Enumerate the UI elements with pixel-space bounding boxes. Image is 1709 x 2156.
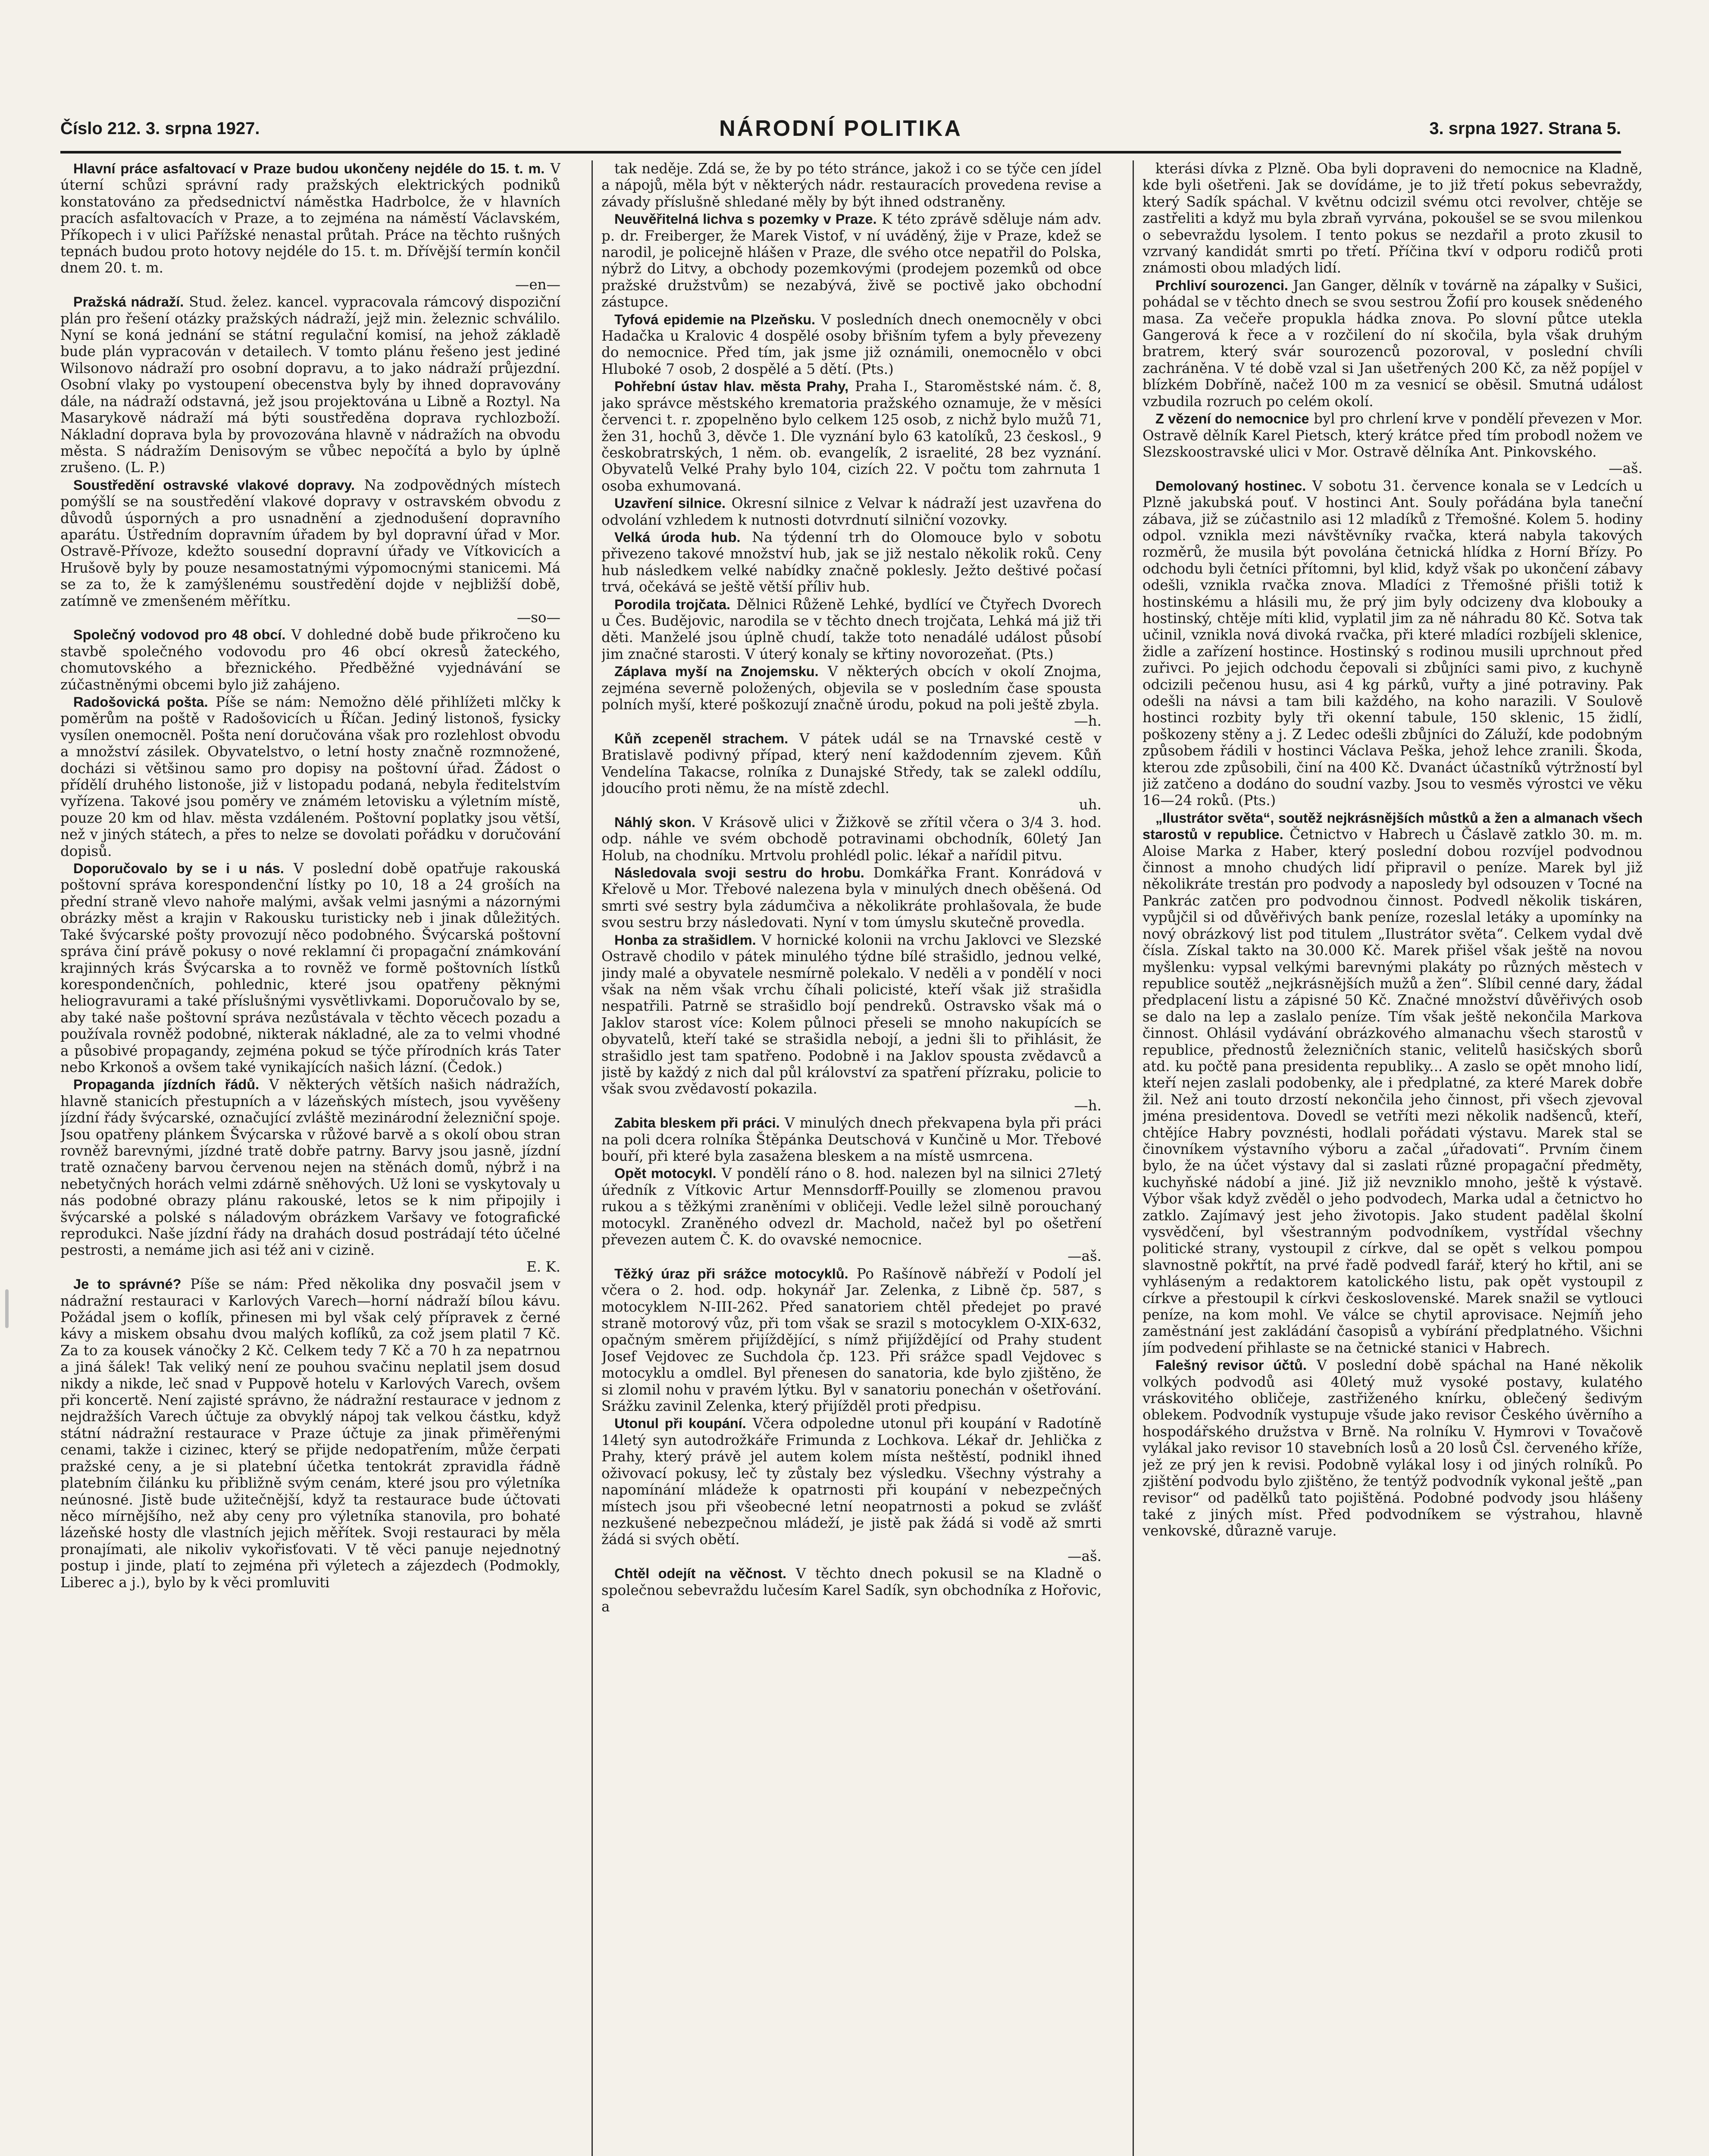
news-body: Na týdenní trh do Olomouce bylo v sobotu přivezeno takové množství hub, jak se již nestalo několik roků. Ceny hub následkem velké nabídky značně poklesly. Ježto deštivé počasí trvá, očekává se ještě větší příliv hub. <box>601 529 1102 595</box>
header-rule <box>60 151 1621 154</box>
news-body: V pátek udál se na Trnavské cestě v Bratislavě podivný případ, který není každodenním zjevem. Kůň Vendelína Takacse, rolníka z Dunajské Středy, tak se zalekl oddílu, jdoucího proti němu, že na místě zdechl. <box>601 730 1102 797</box>
news-item <box>601 1165 1102 1264</box>
news-item <box>601 932 1102 1114</box>
news-body: Okresní silnice z Velvar k nádraží jest uzavřena do odvolání vzhledem k nutnosti dotvrdnutí silniční vozovky. <box>601 495 1102 528</box>
news-body: V sobotu 31. července konala se v Ledcích u Plzně jakubská pouť. V hostinci Ant. Souly pořádána byla taneční zábava, již se zúčastnilo asi 12 mladíků z Třemošné. Kolem 5. hodiny odpol. vznikla mezi návštěvníky rvačka, která nabyla takových rozměrů, že musila být povolána četnická hlídka z Horní Břízy. Po odchodu byli četníci přítomni, byl klid, když však po ukončení zábavy odešli, vznikla rvačka znova. Mladíci z Třemošné přišli totiž k hostinskému a hlásili mu, že prý jim byly odcizeny dva klobouky a hostinský, chtěje míti klid, vyplatil jim za ně náhradu 80 Kč. Sotva tak učinil, vznikla nová divoká rvačka, při které mladíci rozbíjeli sklenice, židle a zařízení hostince. Hostinský s rodinou musili uprchnout před zuřivci. Po jejich odchodu čepovali si zbůjníci sami pivo, z kuchyně odcizili pečenou husu, asi 4 kg párků, vuřty a jiné potraviny. Pak odešli na návsi a tam bili každého, na koho narazili. V Soulově hostinci rozbity byly tři okenní tabule, 150 sklenic, 15 židlí, poškozeny stěny a j. Z Ledec odešli zbůjníci do Záluží, kde podobným způsobem řádili v hostinci Václava Peška, jehož lehce zranili. Škoda, kterou zde způsobili, činí na 400 Kč. Dvanáct účastníků výtržností byl již zatčeno a dodáno do soudní vazby. Jsou to vesměs výrostci ve věku 16—24 roků. (Pts.) <box>1142 477 1643 809</box>
news-headline: Doporučovalo by se i u nás. <box>73 861 284 877</box>
news-headline: Zabita bleskem při práci. <box>614 1115 780 1131</box>
news-item <box>601 160 1102 210</box>
news-headline: Následovala svoji sestru do hrobu. <box>614 865 864 881</box>
news-item <box>1142 810 1643 1356</box>
news-body: Dělnici Růženě Lehké, bydlící ve Čtyřech Dvorech u Čes. Budějovic, narodila se v těchto dnech trojčata, Lehká má již tři děti. Manželé jsou úplně chudí, takže toto nenadálé událost působí jim značné starosti. V úterý konaly se křtiny novorozeňat. (Pts.) <box>601 596 1102 662</box>
news-signoff: —so— <box>516 609 560 626</box>
page-number: 3. srpna 1927. Strana 5. <box>1429 119 1621 138</box>
news-headline: Soustředění ostravské vlakové dopravy. <box>73 477 355 493</box>
news-headline: Kůň zcepeněl strachem. <box>614 730 789 746</box>
column-2 <box>601 160 1102 2156</box>
news-item <box>60 477 560 626</box>
masthead: NÁRODNÍ POLITIKA <box>719 116 962 141</box>
news-headline: Prchliví sourozenci. <box>1155 277 1288 293</box>
news-item <box>601 495 1102 528</box>
news-signoff: —h. <box>1074 1097 1102 1114</box>
news-headline: Tyfová epidemie na Plzeňsku. <box>614 311 816 327</box>
news-signoff: —aš. <box>1067 1248 1102 1265</box>
news-item <box>601 1266 1102 1415</box>
news-item <box>60 160 560 293</box>
column-3 <box>1142 160 1643 2156</box>
news-body: V minulých dnech překvapena byla při práci na poli dcera rolníka Štěpánka Deutschová v Kunčině u Mor. Třebové bouří, při které byla zasažena bleskem a na místě usmrcena. <box>601 1115 1102 1164</box>
news-signoff: —aš. <box>1609 460 1643 477</box>
news-signoff: —aš. <box>1067 1548 1102 1564</box>
news-body: V poslední době spáchal na Hané několik volkých podvodů asi 40letý muž vysoké postavy, kulatého vráskovitého obličeje, zastřiženého knírku, oblečený šedivým oblekem. Podvodník vystupuje všude jako revisor Českého úvěrního a hospodářského družstva v Brně. Na rolníku V. Hymrovi v Tovačově vylákal jako revisor 10 stavebních losů a 20 losů Čsl. červeného kříže, jež ze prý jen k revisi. Podobně vylákal losy i od jiných rolníků. Po zjištění podvodu bylo zjištěno, že tentýž podvodník vykonal ještě „pan revisor“ od padělků tato pojištěná. Podobné podvody jsou hlášeny také z jiných míst. Před podvodníkem se výstrahou, hlavně venkovské, důrazně varuje. <box>1142 1357 1643 1539</box>
news-body: Stud. želez. kancel. vypracovala rámcový dispoziční plán pro řešení otázky pražských nádraží, jejž min. železnic schválilo. Nyní se koná jednání se státní regulační komisí, na jehož základě bude plán vypracován v detailech. V tomto plánu řešeno jest jediné Wilsonovo nádraží pro osobní dopravu, a to jako nádraží průjezdní. Osobní vlaky po vystoupení obecenstva byly by ihned dopravovány dále, na nádraží odstavná, jež jsou projektována u Libně a Roztyl. Na Masarykově nádraží má býti soustředěna doprava rychlozboží. Nákladní doprava byla by provozována hlavně v nádražích na obvodu města. S nádražím Denisovým se vůbec nepočítá a bylo by úplně zrušeno. (L. P.) <box>60 294 560 476</box>
news-headline: Je to správné? <box>73 1276 182 1292</box>
page-header <box>60 116 1621 150</box>
news-headline: Pohřební ústav hlav. města Prahy, <box>614 379 849 395</box>
news-body: V pondělí ráno o 8. hod. nalezen byl na silnici 27letý úředník z Vítkovic Artur Mennsdorff-Pouilly se zlomenou pravou rukou a s těžkými zraněními v obličeji. Vedle ležel silně porouchaný motocykl. Zraněného odvezl dr. Machold, načež byl po ošetření převezen autem Č. K. do ovavské nemocnice. <box>601 1165 1102 1248</box>
news-headline: Z vězení do nemocnice <box>1155 411 1309 427</box>
news-body: Četnictvo v Habrech u Čáslavě zatklo 30. m. m. Aloise Marka z Haber, který poslední dobou rozvíjel podvodnou činnost a mnoho chudých lidí připravil o peníze. Marek byl již několikráte trestán pro podvody a naposledy byl odsouzen v Tocné na Pankrác zatčen pro podvodnou činnost. Podvedl několik tiskáren, vypůjčil si od důvěřivých bank peníze, rozeslal letáky a upomínky na nový obrázkový list pod titulem „Ilustrátor světa“. Celkem vydal dvě čísla. Získal takto na 30.000 Kč. Marek přišel však ještě na novou myšlenku: vypsal velkými barevnými plakáty po různých městech v republice soutěž „nejkrásnějších mužů a žen“. Slíbil cenné dary, žádal předplacení listu a zápisné 50 Kč. Značné množství důvěřivých osob se dalo na lep a zaslalo peníze. Tím však ještě nekončila Markova činnost. Ohlásil vydávání obrázkového almanachu všech starostů v republice, přednostů železničních stanic, velitelů hasičských sborů atd. ku počtě pana presidenta republiky... A zaslo se opět mnoho lidí, kteří nejen zaslali podobenky, ale i předplatné, za které Marek dobře žil. Než ani touto drzostí nekončila jeho činnost, při všech zjevoval jména presidentova. Dovedl se vetříti mezi několik nadšenců, kteří, chtějíce Habry povznésti, hodlali pořádati výstavu. Marek stal se činovníkem výstavního výboru a začal „úřadovati“. Prvním činem bylo, že na účet výstavy dal si zaslati různé propagační předměty, kuchyňské nádobí a jiné. Již již nevzniklo mnoho, ještě k výstavě. Výbor však když zvěděl o jeho podvodech, Marka udal a četnictvo ho zatklo. Zajímavý jest jeho životopis. Jako student padělal školní vysvědčení, byl všestranným podvodníkem, vystřídal všechny politické strany, vystoupil z církve, dal se opět s velkou pompou slavnostně pokřtít, na prvé řadě podvedl farář, který ho křtil, ani se vyhláseným a redaktorem katolického listu, pak opět vystoupil z církve a přestoupil k církvi československé. Marek snažil se vytlouci peníze, na kom mohl. Ve válce se chytil aprovisace. Nejmíň jeho zaměstnání jest zakládání časopisů a vybírání předplatného. Všichni jím podvedení přihlaste se na četnické stanici v Habrech. <box>1142 826 1643 1356</box>
news-signoff: —en— <box>515 276 560 293</box>
news-body: Praha I., Staroměstské nám. č. 8, jako správce městského krematoria pražského oznamuje, že v měsíci červenci t. r. zpopelněno bylo celkem 125 osob, z nichž bylo mužů 71, žen 31, hochů 3, děvče 1. Dle vyznání bylo 63 katolíků, 23 českosl., 9 českobratrských, 1 něm. ob. evangelík, 2 israelité, 28 bez vyznání. Obyvatelů Velké Prahy bylo 104, cizích 22. V počtu tom zahrnuta 1 osoba exhumovaná. <box>601 378 1102 494</box>
news-body: Jan Ganger, dělník v továrně na zápalky v Sušici, pohádal se v těchto dnech se svou sestrou Žofií pro kousek snědeného masa. Za večeře propukla hádka znova. Po slovní půtce utekla Gangerová k řece a v rozčilení do ní skočila, byla však druhým bratrem, který svár sourozenců pozoroval, v poslední chvíli zachráněna. V té době vzal si Jan ušetřených 200 Kč, za něž popíjel v blízkém Dobříně, načež 100 m za vesnicí se oběsil. Smutná událost vzbudila rozruch po celém okolí. <box>1142 277 1643 410</box>
news-body: Na zodpovědných místech pomýšlí se na soustředění vlakové dopravy v ostravském obvodu z důvodů úsporných a pro usnadnění a zjednodušení dopravního aparátu. Ústředním dopravním úřadem by byl dopravní úřad v Mor. Ostravě-Přívoze, kdežto sousední dopravní úřady ve Vítkovicích a Hrušově byly by pouze nesamostatnými výpomocnými stanicemi. Má se za to, že k zamýšlenému soustředění dojde v nejbližší době, zatímně ve zmenšeném měřítku. <box>60 476 560 609</box>
news-headline: Opět motocykl. <box>614 1166 717 1181</box>
news-item <box>60 1076 560 1275</box>
news-headline: Utonul při koupání. <box>614 1416 746 1432</box>
news-body: tak neděje. Zdá se, že by po této stránce, jakož i co se týče cen jídel a nápojů, měla být v některých nádr. restauracích provedena revise a závady příslušně shledané měly by být ihned odstraněny. <box>601 160 1102 210</box>
column-1 <box>60 160 560 2156</box>
news-item <box>601 311 1102 378</box>
news-headline: Demolovaný hostinec. <box>1155 478 1306 494</box>
news-item <box>601 596 1102 663</box>
news-headline: Chtěl odejít na věčnost. <box>614 1566 787 1582</box>
news-item <box>601 730 1102 813</box>
news-body: V úterní schůzi správní rady pražských elektrických podniků konstatováno za předsednictví náměstka Hadrbolce, že v hlavních pracích asfaltovacích v Praze, a to zejména na náměstí Václavském, Příkopech i v ulici Pařížské nenastal průtah. Práce na těchto rušných tepnách budou proto hotovy nejdéle do 15. t. m. Dřívější termín končil dnem 20. t. m. <box>60 160 560 276</box>
news-headline: Pražská nádraží. <box>73 294 184 310</box>
news-body: V hornické kolonii na vrchu Jaklovci ve Slezské Ostravě chodilo v pátek minulého týdne bílé strašidlo, jednou velké, jindy malé a obyvatele nesmírně polekalo. V neděli a v pondělí v noci však na něm však vrchu číhali policisté, kteří však již strašidla nespatřili. Patrně se strašidlo bojí pendreků. Ostravsko však má o Jaklov starost více: Kolem půlnoci přeseli se mnoho nakupících se obyvatelů, kteří také se strašidla nebojí, a jedni šli to přihlásit, že strašidlo jest tam spatřeno. Podobně i na Jaklov spousta zvědavců a jistě by každý z nich dal půl království za spatření přízraku, policie to však svou zvědavostí pokazila. <box>601 931 1102 1097</box>
news-headline: Propaganda jízdních řádů. <box>73 1077 260 1093</box>
news-headline: „Ilustrátor světa“, soutěž nejkrásnějších můstků a žen a almanach všech starostů v republice. <box>1142 810 1643 843</box>
news-headline: Těžký úraz při srážce motocyklů. <box>614 1266 848 1282</box>
news-item <box>601 814 1102 864</box>
news-item <box>601 663 1102 730</box>
news-body: byl pro chrlení krve v pondělí převezen v Mor. Ostravě dělník Karel Pietsch, který krátce před tím probodl nožem ve Slezskoostravské ulici v Mor. Ostravě dělníka Ant. Pinkovského. <box>1142 411 1643 460</box>
news-headline: Hlavní práce asfaltovací v Praze budou ukončeny nejdéle do 15. t. m. <box>73 161 545 176</box>
news-body: Píše se nám: Před několika dny posvačil jsem v nádražní restauraci v Karlových Varech—horní nádraží bílou kávu. Požádal jsem o koflík, přinesen mi byl však celý přípravek z černé kávy a miskem obsahu dvou malých koflíků, za což jsem platil 7 Kč. Za to za kousek vánočky 2 Kč. Celkem tedy 7 Kč a 70 h za nepatrnou a jiná šálek! Tak veliký není ze pouhou svačinu neplatil jsem dosud nikdy a nikde, leč snad v Puppově hotelu v Karlových Varech, ovšem při koncertě. Není zajisté správno, že nádražní restaurace v jednom z nejdražších Varech účtuje za obvyklý nápoj tak velkou částku, když státní nádražní restaurace v Praze účtuje za jinak přiměřenými cenami, takže i cizinec, který se přijde nedopatřením, může čerpati pražské ceny, a je si platební účetka tentokrát zpravidla řádně platebním čilánku ku přibližně svým cenám, které jsou pro výletníka neúnosné. Jistě bude užitečnější, když ta restaurace bude účtovati něco mírnějšího, než aby ceny pro výletníka stanovila, pro bohaté lázeňské hosty dle vlastních jejich měřítek. Svoji restauraci by měla pronajímati, ale nikoliv vykořisťovati. V tě věci panuje nejednotný postup i jinde, platí to zejména při výletech a zájezdech (Podmokly, Liberec a j.), bylo by k věci promluviti <box>60 1276 560 1591</box>
news-body: V dohledné době bude přikročeno ku stavbě společného vodovodu pro 46 obcí okresů žateckého, chomutovského a březnického. Předběžné vyjednávání se zúčastněnými obcemi bylo již zahájeno. <box>60 627 560 693</box>
news-body: Po Rašínově nábřeží v Podolí jel včera o 2. hod. odp. hokynář Jar. Zelenka, z Libně čp. 587, s motocyklem N-III-262. Před sanatoriem chtěl předejet po pravé straně motorový vůz, při tom však se srazil s motocyklem O-XIX-632, opačným směrem přijíždějící, s nímž přijíždějící od Prahy student Josef Vejdovec ze Suchdola čp. 123. Při srážce spadl Vejdovec s motocyklu a omdlel. Byl přenesen do sanatoria, kde bylo zjištěno, že si zlomil nohu v pravém lýtku. Byl v sanatoriu ponechán v ošetřování. Srážku zavinil Zelenka, který přijížděl proti předpisu. <box>601 1265 1102 1415</box>
news-item <box>1142 277 1643 410</box>
news-body: Domkářka Frant. Konrádová v Křelově u Mor. Třebové nalezena byla v minulých dnech oběšená. Od smrti své sestry byla zádumčiva a několikráte prohlašovala, že bude svou sestru brzy následovati. Nyní v tom úmyslu skutečně provedla. <box>601 865 1102 931</box>
news-headline: Neuvěřitelná lichva s pozemky v Praze. <box>614 211 877 227</box>
news-body: V poslední době opatřuje rakouská poštovní správa korespondenční lístky po 10, 18 a 24 groších na přední straně vlevo nahoře malými, avšak velmi jasnými a názornými obrázky měst a krajin v Rakousku turisticky neb i jinak důležitých. Také švýcarské pošty provozují něco podobného. Švýcarská poštovní správa činí právě pokusy o nové reklamní či propagační známkování krajinných krás Švýcarska a to rovněž ve formě poštovních lístků korespondenčních, pohlednic, které jsou opatřeny pěknými heliogravurami a také příslušnými vysvětlivkami. Doporučovalo by se, aby také naše poštovní správa nezůstávala v těchto věcech pozadu a používala rovněž podobné, nikterak nákladné, ale za to velmi vhodné a působivé propagandy, zejména pokud se týče přírodních krás Tater nebo Krkonoš a ovšem také vynikajících našich lázní. (Čedok.) <box>60 860 560 1075</box>
news-body: Včera odpoledne utonul při koupání v Radotíně 14letý syn autodrožkáře Frimunda z Lochkova. Lékař dr. Jehlička z Prahy, který právě jel autem kolem místa neštěstí, podnikl ihned oživovací pokusy, leč ty zůstaly bez výsledku. Všechny výstrahy a napomínání mládeže k opatrnosti při koupání v nebezpečných místech jsou při všeobecné letní neopatrnosti a pokud se zvlášť nezkušené nebezpečnou mládeží, je jistě pak žádá si vodě až smrti žádá si svých obětí. <box>601 1415 1102 1548</box>
news-item <box>1142 478 1643 809</box>
issue-number: Číslo 212. 3. srpna 1927. <box>60 119 260 138</box>
news-item <box>60 694 560 859</box>
news-item <box>601 1415 1102 1564</box>
column-separator <box>1133 160 1134 2156</box>
news-item <box>601 211 1102 310</box>
news-item <box>60 294 560 476</box>
news-signoff: E. K. <box>526 1258 560 1275</box>
news-headline: Uzavření silnice. <box>614 495 726 511</box>
news-body: kterási dívka z Plzně. Oba byli dopraveni do nemocnice na Kladně, kde byli ošetřeni. Jak se dovídáme, je to již třetí pokus sebevraždy, který Sadík spáchal. V květnu odcizil svému otci revolver, chtěje se zastřeliti a když mu byla zbraň vyrvána, pokoušel se se svou milenkou o sebevraždu lysolem. I tento pokus se nezdařil a proto zkusil to vzrvaný kandidát smrti po třetí. Příčina tkví v odporu rodičů proti známosti obou mladých lidí. <box>1142 160 1643 276</box>
news-item <box>60 860 560 1075</box>
news-headline: Falešný revisor účtů. <box>1155 1357 1307 1373</box>
news-item <box>601 1565 1102 1615</box>
news-item <box>1142 411 1643 477</box>
news-headline: Velká úroda hub. <box>614 529 741 545</box>
news-signoff: uh. <box>1079 796 1102 813</box>
news-body: K této zprávě sděluje nám adv. p. dr. Freiberger, že Marek Vistof, v ní uváděný, žije v Praze, kdež se narodil, je policejně hlášen v Praze, dle svého otce nepatřil do Polska, nýbrž do Litvy, a obchody pozemkovými (prodejem pozemků od obce pražské družstvům) se nezabývá, živě se poctivě jako obchodní zástupce. <box>601 211 1102 310</box>
news-body: V některých obcích v okolí Znojma, zejména severně položených, objevila se v posledním čase spousta polních myší, které poškozují značně úrodu, pokud na poli ještě zbyla. <box>601 663 1102 713</box>
news-body: V posledních dnech onemocněly v obci Hadačka u Kralovic 4 dospělé osoby břišním tyfem a byly převezeny do nemocnice. Před tím, jak jsme již oznámili, onemocnělo v obci Hluboké 7 osob, 2 dospělé a 5 dětí. (Pts.) <box>601 311 1102 377</box>
column-separator <box>592 160 593 2156</box>
news-headline: Společný vodovod pro 48 obcí. <box>73 627 286 643</box>
news-headline: Radošovická pošta. <box>73 694 208 710</box>
news-body: V těchto dnech pokusil se na Kladně o společnou sebevraždu lučesím Karel Sadík, syn obchodníka z Hořovic, a <box>601 1565 1102 1615</box>
binding-mark <box>5 1289 9 1328</box>
news-body: V některých větších našich nádražích, hlavně stanicích přestupních a v lázeňských místech, jsou vyvěšeny jízdní řády švýcarské, označující zvláště mezinárodní železniční spoje. Jsou opatřeny plánkem Švýcarska v růžové barvě a s okolí obou stran rovněž barevnými, jízdné tratě dobře patrny. Barvy jsou jasně, jízdní tratě označeny barvou červenou nejen na stěnách domů, nýbrž i na nebetyčných horách velmi zdárně sněhových. Už loni se vyskytovaly u nás podobné obrazy plánu rakouské, letos se k nim připojily i švýcarské a polské s náladovým obrázkem Varšavy ve fotografické reprodukci. Naše jízdní řády na drahách dosud postrádají této účelné pestrosti, a nemáme jich asi též ani v cizině. <box>60 1076 560 1259</box>
news-body: Píše se nám: Nemožno dělé přihlížeti mlčky k poměrům na poště v Radošovicích u Říčan. Jediný listonoš, fysicky vysílen onemocněl. Pošta není doručována však pro rozlehlost obvodu a množství zásilek. Obyvatelstvo, o letní hosty značně rozmnožené, docházi si většinou samo pro dopisy na poštovní úřad. Žádost o přídělí druhého listonoše, již v listopadu podaná, nebyla ředitelstvím vyřízena. Takové jsou poměry ve známém letovisku a výletním místě, pouze 20 km od hlav. města vzdáleném. Poštovní poplatky jsou větší, než v jiných státech, a přes to nelze se dovolati pořádku v doručování dopisů. <box>60 694 560 859</box>
news-item <box>601 1115 1102 1164</box>
news-item <box>1142 1357 1643 1539</box>
news-item <box>601 529 1102 595</box>
news-headline: Honba za strašidlem. <box>614 932 756 948</box>
news-body: V Krásově ulici v Žižkově se zřítil včera o 3/4 3. hod. odp. náhle ve svém obchodě potravinami obchodník, 60letý Jan Holub, na chodníku. Mrtvolu prohlédl polic. lékař a nařídil pitvu. <box>601 814 1102 864</box>
news-item <box>60 1276 560 1591</box>
news-item <box>60 627 560 693</box>
news-item <box>1142 160 1643 276</box>
news-headline: Náhlý skon. <box>614 814 696 830</box>
news-headline: Záplava myší na Znojemsku. <box>614 664 819 680</box>
news-headline: Porodila trojčata. <box>614 596 731 612</box>
news-item <box>601 865 1102 931</box>
news-signoff: —h. <box>1074 713 1102 730</box>
news-item <box>601 378 1102 494</box>
